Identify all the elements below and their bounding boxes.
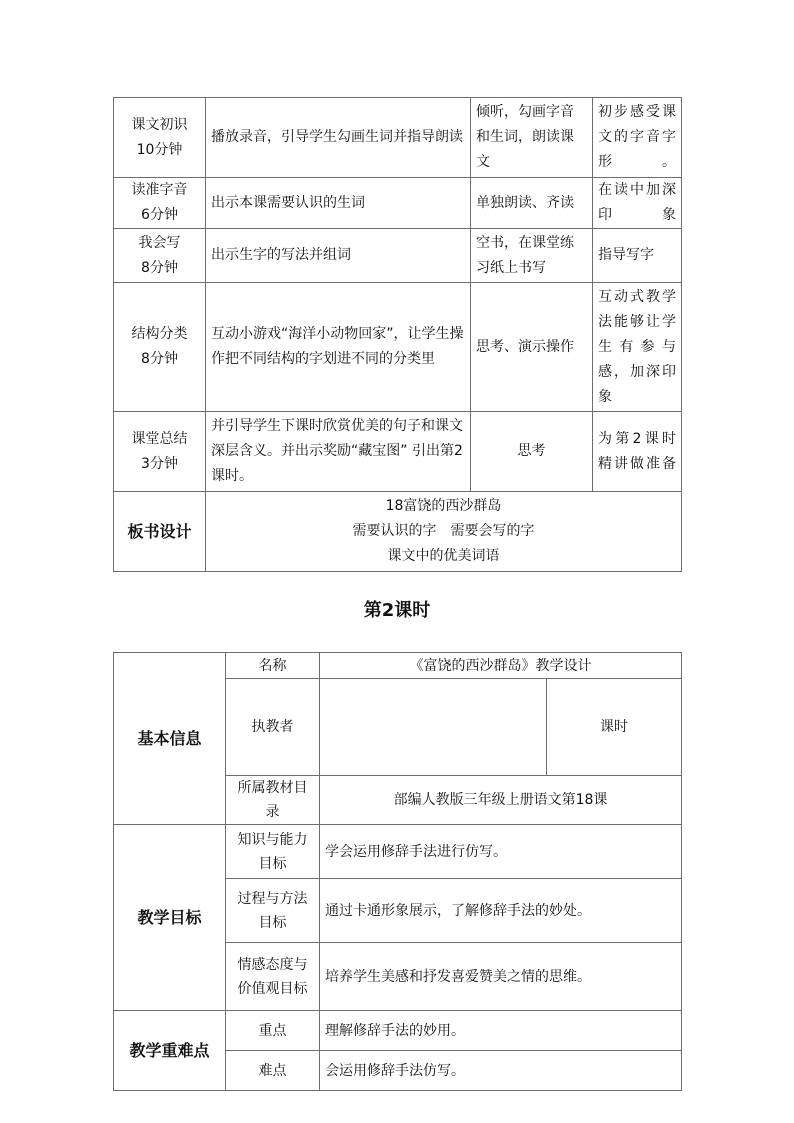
basic-info-label: 基本信息	[114, 653, 226, 825]
table-row	[114, 178, 682, 229]
design-intent-cell: 指导写字	[593, 229, 682, 283]
lesson-process-table	[113, 97, 682, 572]
goal-process-label: 过程与方法目标	[226, 879, 320, 943]
student-activity-cell: 倾听，勾画字音和生词，朗读课文	[471, 98, 593, 178]
key-difficulty-label: 教学重难点	[114, 1011, 226, 1091]
teaching-goals-label: 教学目标	[114, 825, 226, 1011]
teacher-activity-cell: 播放录音，引导学生勾画生词并指导朗读	[206, 98, 471, 178]
basic-info-table	[113, 652, 682, 1091]
focus-label: 重点	[226, 1011, 320, 1051]
stage-cell: 我会写 8分钟	[114, 229, 206, 283]
stage-cell: 课文初识 10分钟	[114, 98, 206, 178]
student-activity-cell: 单独朗读、齐读	[471, 178, 593, 229]
goal-knowledge-value: 学会运用修辞手法进行仿写。	[320, 825, 682, 879]
goal-knowledge-label: 知识与能力目标	[226, 825, 320, 879]
teacher-activity-cell: 出示本课需要认识的生词	[206, 178, 471, 229]
goal-emotion-label: 情感态度与价值观目标	[226, 943, 320, 1011]
table-row	[114, 653, 682, 679]
material-value: 部编人教版三年级上册语文第18课	[320, 776, 682, 825]
goal-process-value: 通过卡通形象展示，了解修辞手法的妙处。	[320, 879, 682, 943]
table-row	[114, 492, 682, 572]
table-row	[114, 1011, 682, 1051]
table-row	[114, 283, 682, 412]
table-row	[114, 825, 682, 879]
name-label: 名称	[226, 653, 320, 679]
focus-value: 理解修辞手法的妙用。	[320, 1011, 682, 1051]
stage-cell: 课堂总结 3分钟	[114, 412, 206, 492]
difficulty-value: 会运用修辞手法仿写。	[320, 1051, 682, 1091]
teacher-label: 执教者	[226, 679, 320, 776]
table-row	[114, 229, 682, 283]
stage-cell: 结构分类 8分钟	[114, 283, 206, 412]
lesson-title: 第2课时	[363, 600, 431, 621]
student-activity-cell: 思考	[471, 412, 593, 492]
board-design-content	[206, 492, 682, 572]
board-design-label: 板书设计	[114, 492, 206, 572]
board-line: 课文中的优美词语	[387, 548, 500, 564]
board-line: 需要认识的字 需要会写的字	[352, 523, 535, 539]
table-row	[114, 412, 682, 492]
goal-emotion-value: 培养学生美感和抒发喜爱赞美之情的思维。	[320, 943, 682, 1011]
teacher-value	[320, 679, 547, 776]
material-label: 所属教材目录	[226, 776, 320, 825]
stage-cell: 读准字音 6分钟	[114, 178, 206, 229]
period-label: 课时	[547, 679, 682, 776]
teacher-activity-cell: 出示生字的写法并组词	[206, 229, 471, 283]
board-line: 18富饶的西沙群岛	[385, 498, 502, 514]
difficulty-label: 难点	[226, 1051, 320, 1091]
name-value: 《富饶的西沙群岛》教学设计	[320, 653, 682, 679]
design-intent-cell: 在读中加深印象	[593, 178, 682, 229]
student-activity-cell: 空书，在课堂练习纸上书写	[471, 229, 593, 283]
student-activity-cell: 思考、演示操作	[471, 283, 593, 412]
design-intent-cell: 互动式教学法能够让学生有参与感，加深印象	[593, 283, 682, 412]
teacher-activity-cell: 并引导学生下课时欣赏优美的句子和课文深层含义。并出示奖励“藏宝图” 引出第2课时。	[206, 412, 471, 492]
table-row	[114, 98, 682, 178]
design-intent-cell: 初步感受课文的字音字形。	[593, 98, 682, 178]
teacher-activity-cell: 互动小游戏“海洋小动物回家”，让学生操作把不同结构的字划进不同的分类里	[206, 283, 471, 412]
design-intent-cell: 为第2课时精讲做准备	[593, 412, 682, 492]
